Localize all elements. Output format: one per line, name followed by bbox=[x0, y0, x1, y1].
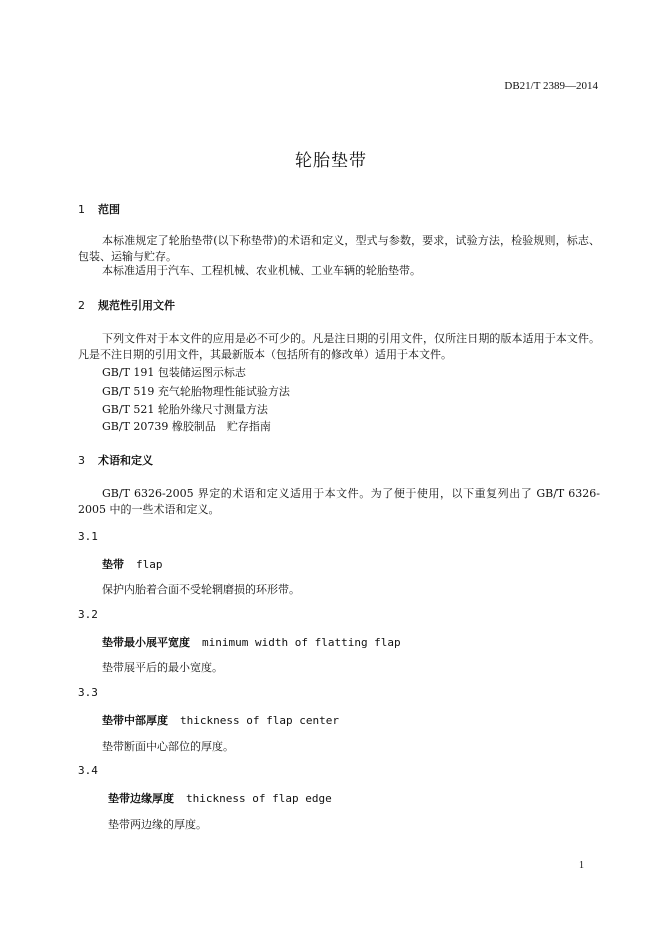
term-heading bbox=[102, 556, 163, 572]
term-heading bbox=[102, 712, 339, 728]
section-2-heading bbox=[78, 297, 175, 313]
term-number: 3.3 bbox=[78, 686, 98, 699]
term-chinese: 垫带最小展平宽度 bbox=[102, 636, 190, 649]
section-title: 术语和定义 bbox=[98, 454, 153, 467]
term-heading bbox=[102, 634, 401, 650]
reference-item: GB/T 521 轮胎外缘尺寸测量方法 bbox=[102, 403, 268, 416]
term-number: 3.2 bbox=[78, 608, 98, 621]
term-definition: 保护内胎着合面不受轮辋磨损的环形带。 bbox=[102, 583, 300, 596]
term-definition: 垫带两边缘的厚度。 bbox=[108, 818, 207, 831]
page-number: 1 bbox=[579, 860, 584, 871]
term-definition: 垫带展平后的最小宽度。 bbox=[102, 661, 223, 674]
term-number: 3.4 bbox=[78, 764, 98, 777]
section-2-paragraph-1: 下列文件对于本文件的应用是必不可少的。凡是注日期的引用文件，仅所注日期的版本适用于本文件。凡是不注日期的引用文件，其最新版本（包括所有的修改单）适用于本文件。 bbox=[78, 332, 600, 361]
section-title: 范围 bbox=[98, 203, 120, 216]
section-number: 3 bbox=[78, 454, 85, 467]
term-english: flap bbox=[136, 558, 163, 571]
term-english: thickness of flap edge bbox=[186, 792, 332, 805]
term-chinese: 垫带边缘厚度 bbox=[108, 792, 174, 805]
term-english: minimum width of flatting flap bbox=[202, 636, 401, 649]
term-english: thickness of flap center bbox=[180, 714, 339, 727]
section-number: 2 bbox=[78, 299, 85, 312]
term-chinese: 垫带 bbox=[102, 558, 124, 571]
term-heading bbox=[108, 790, 332, 806]
term-number: 3.1 bbox=[78, 530, 98, 543]
reference-item: GB/T 20739 橡胶制品 贮存指南 bbox=[102, 420, 271, 433]
reference-item: GB/T 191 包装储运图示标志 bbox=[102, 366, 246, 379]
page-title: 轮胎垫带 bbox=[295, 151, 367, 171]
section-3-heading bbox=[78, 452, 153, 468]
section-1-paragraph-2: 本标准适用于汽车、工程机械、农业机械、工业车辆的轮胎垫带。 bbox=[102, 264, 421, 277]
section-1-heading bbox=[78, 201, 120, 217]
term-chinese: 垫带中部厚度 bbox=[102, 714, 168, 727]
term-definition: 垫带断面中心部位的厚度。 bbox=[102, 740, 234, 753]
document-code: DB21/T 2389—2014 bbox=[504, 80, 598, 92]
section-title: 规范性引用文件 bbox=[98, 299, 175, 312]
section-number: 1 bbox=[78, 203, 85, 216]
reference-item: GB/T 519 充气轮胎物理性能试验方法 bbox=[102, 385, 290, 398]
section-1-paragraph-1: 本标准规定了轮胎垫带(以下称垫带)的术语和定义，型式与参数，要求，试验方法，检验规则，标志、包装、运输与贮存。 bbox=[78, 234, 600, 263]
section-3-paragraph-1: GB/T 6326-2005 界定的术语和定义适用于本文件。为了便于使用，以下重复列出了 GB/T 6326-2005 中的一些术语和定义。 bbox=[78, 487, 600, 516]
